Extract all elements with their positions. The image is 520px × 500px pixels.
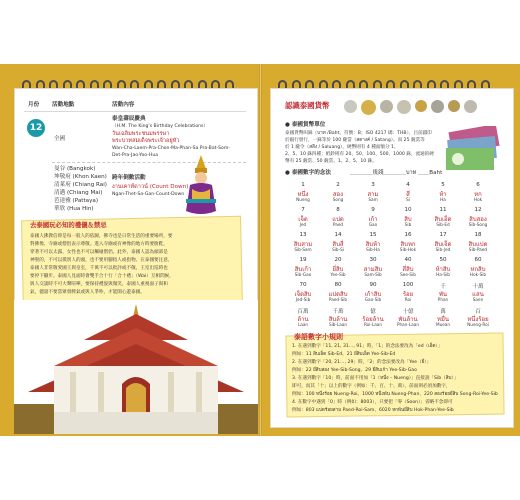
number-romanization: Jed-Sib xyxy=(295,297,311,302)
coin-icon xyxy=(361,100,376,115)
number-thai: ร้อย xyxy=(402,291,414,298)
number-romanization: Sam-Sib xyxy=(364,272,382,277)
rule-line: 即可，而其「十」以上的數字（例如：千、百、十、萬），前面則必須加數字， xyxy=(292,384,451,389)
number-thai: เจ็ดสิบ xyxy=(294,291,312,298)
number-thai: สิบสาม xyxy=(293,241,313,248)
number-value: 16 xyxy=(404,232,412,238)
number-value: 7 xyxy=(301,207,305,213)
header-month: 月份 xyxy=(28,102,40,108)
coin-icon xyxy=(344,100,357,113)
number-value: 1 xyxy=(301,182,305,188)
city-item: 芭達雅 (Pattaya) xyxy=(54,198,99,204)
number-thai: เก้าสิบ xyxy=(364,291,382,298)
number-thai: สิบเก้า xyxy=(294,266,312,273)
number-value: 80 xyxy=(334,282,342,288)
number-thai: สิบเอ็ด xyxy=(434,216,452,223)
number-thai: สิบสี่ xyxy=(332,241,344,248)
number-thai: หนึ่ง xyxy=(297,191,309,198)
etiquette-line: 泰國人佛教信仰是每一般人的依歸，佛寺也是日常生活的重要場所，要 xyxy=(30,234,173,239)
etiquette-line: 神聖的，不可以摸別人的頭，也不要用腳指人或指物。在泰國要注意， xyxy=(30,258,173,263)
number-romanization: Sib-Si xyxy=(332,247,344,252)
number-value: 90 xyxy=(369,282,377,288)
location-all: 全國 xyxy=(54,136,66,142)
temple-photo xyxy=(14,300,258,434)
number-value: 13 xyxy=(299,232,307,238)
number-romanization: Roi-Laan xyxy=(363,322,383,327)
number-thai: สิบสอง xyxy=(469,216,487,223)
number-value: 17 xyxy=(439,232,447,238)
number-thai: หก xyxy=(474,191,482,198)
number-thai: หนึ่งร้อย xyxy=(467,316,489,323)
number-thai: พัน xyxy=(438,291,448,298)
number-thai: ร้อยล้าน xyxy=(362,316,384,323)
number-romanization: Sib-Paed xyxy=(468,247,488,252)
number-thai: สิบหก xyxy=(400,241,416,248)
rule-line: 4. 在數字中遇到「0」時（例如：8003），只要把「零（Soon）」省略不念即可 xyxy=(292,400,453,405)
number-thai: สามสิบ xyxy=(363,266,383,273)
number-thai: สิบเจ็ด xyxy=(434,241,452,248)
number-value: 40 xyxy=(404,257,412,263)
number-thai: ล้าน xyxy=(297,316,309,323)
coin-icon xyxy=(431,100,444,113)
number-value: 19 xyxy=(299,257,307,263)
number-value: 百萬 xyxy=(297,309,309,315)
number-value: 9 xyxy=(371,207,375,213)
number-thai: สิบห้า xyxy=(365,241,381,248)
city-item: 坤敬府 (Khon Kaen) xyxy=(54,174,107,180)
number-value: 12 xyxy=(474,207,482,213)
number-thai: สิบล้าน xyxy=(328,316,348,323)
number-romanization: Ha xyxy=(440,197,446,202)
number-romanization: Sib-Ed xyxy=(436,222,450,227)
number-romanization: Sam xyxy=(368,197,378,202)
birthday-thai-2: พระบาทสมเด็จพระเจ้าอยู่หัว xyxy=(112,138,180,144)
etiquette-line: 穿著不可以太露、女性也不可以觸碰僧侶。此外，泰國人認為頭部是 xyxy=(30,250,168,255)
thai-dancer-illustration xyxy=(180,155,222,219)
birthday-english: （H.M. The King's Birthday Celebrations） xyxy=(112,124,209,129)
number-value: 50 xyxy=(439,257,447,263)
number-value: 30 xyxy=(369,257,377,263)
number-value: 100 xyxy=(402,282,414,288)
number-romanization: Sib-Song xyxy=(468,222,488,227)
number-value: 萬 xyxy=(440,309,446,315)
number-value: 十億 xyxy=(402,309,414,315)
rule-line: 3. 在遇到數字「10」時，前面不用加「1（หนึ่ง – Nueng）」直接說「Sib（สิบ）」 xyxy=(292,376,459,381)
coin-icon xyxy=(380,100,393,113)
number-romanization: Gao-Sib xyxy=(364,297,382,302)
number-romanization: Sib-Sam xyxy=(294,247,312,252)
number-value: 2 xyxy=(336,182,340,188)
number-value: 千萬 xyxy=(332,309,344,315)
number-romanization: Hok-Sib xyxy=(469,272,487,277)
number-thai: แปดสิบ xyxy=(328,291,348,298)
etiquette-line: 對佛像、寺廟或僧侶表示尊敬。進入寺廟或有神像的地方時要脫鞋， xyxy=(30,242,168,247)
number-romanization: Phan-Laan xyxy=(396,322,420,327)
header-divider xyxy=(24,111,246,112)
number-romanization: Yee-Sib xyxy=(330,272,346,277)
number-romanization: Paed-Sib xyxy=(328,297,348,302)
rule-line: 例如：100 หนึ่งร้อย Nueng-Roi、1000 หนึ่งพัน Nueng-Phan、220 สองร้อยยี่สิบ Song-Roi-Yee-Sib xyxy=(292,392,498,397)
number-value: 18 xyxy=(474,232,482,238)
birthday-thai-1: วันเฉลิมพระชนมพรรษา xyxy=(112,131,170,137)
currency-line: 幣有 25 薩當、50 薩當、1、2、5、10 銖。 xyxy=(285,159,377,164)
number-value: 4 xyxy=(406,182,410,188)
number-thai: หกสิบ xyxy=(470,266,486,273)
banknotes-image xyxy=(444,126,500,174)
number-romanization: Nueng-Roi xyxy=(467,322,489,327)
currency-line: 於 1 薩令（สลึง / Saluang），硬幣則有 4 種面額分 1、 xyxy=(285,145,399,150)
number-value: 十萬 xyxy=(472,284,484,290)
number-romanization: Muean xyxy=(435,322,451,327)
price-field: ＿＿＿＿幾錢＿＿＿＿บาท ＿＿Baht xyxy=(350,170,443,176)
number-value: 15 xyxy=(369,232,377,238)
rule-line: 2. 在遇到數字「20, 21…, 29」時，「2」的念法要改為「Yee（ยี่）」 xyxy=(292,360,432,365)
city-item: 清邁 (Chiang Mai) xyxy=(54,190,103,196)
number-romanization: Phan xyxy=(437,297,449,302)
countdown-title: 跨年倒數活動 xyxy=(112,175,146,181)
birthday-title: 泰皇壽辰慶典 xyxy=(112,116,146,122)
countdown-thai: งานเคาท์ดาวน์ (Count Down) xyxy=(112,184,189,190)
number-romanization: Laan xyxy=(297,322,309,327)
number-romanization: Ha-Sib xyxy=(436,272,450,277)
month-badge: 12 xyxy=(27,119,45,137)
number-romanization: Si xyxy=(406,197,410,202)
number-thai: สิบ xyxy=(404,216,412,223)
number-thai: เก้า xyxy=(368,216,378,223)
birthday-roman-2: Det-Pra-Jao-Yoo-Hua xyxy=(112,153,159,158)
rules-title: 泰語數字小規則 xyxy=(294,333,343,341)
price-label: ● 泰國數字的念法 xyxy=(285,170,331,176)
number-romanization: Sib xyxy=(404,222,412,227)
coin-icon xyxy=(448,100,460,112)
etiquette-title: 去泰國玩必知的禮儀＆禁忌 xyxy=(30,221,107,229)
rule-line: 例如：22 ยี่สิบสอง Yee-Sib-Song、29 ยี่สิบเก้า Yee-Sib-Gao xyxy=(292,368,417,373)
number-value: 百 xyxy=(475,309,481,315)
currency-line: 於銀行發行，一銖等於 100 薩當（สตางค์ / Satang）。而 25 薩當等 xyxy=(285,138,425,143)
etiquette-line: 與人交談時不可大聲喧嘩，要保持禮貌與微笑，泰國人重視面子與和 xyxy=(30,282,168,287)
number-thai: สาม xyxy=(367,191,379,198)
city-item: 清萊府 (Chiang Rai) xyxy=(54,182,107,188)
number-thai: ยี่สิบ xyxy=(332,266,344,273)
number-thai: สิบแปด xyxy=(468,241,488,248)
number-thai: สอง xyxy=(332,191,344,198)
number-romanization: Sib-Hok xyxy=(399,247,417,252)
currency-subtitle: ● 泰國貨幣單位 xyxy=(285,122,326,128)
number-value: 10 xyxy=(404,207,412,213)
currency-title: 認識泰國貨幣 xyxy=(285,101,330,110)
rule-line: 例如：803 แปดร้อยสาม Paed-Roi-Sam、6020 หกพันยี่สิบ Hok-Phan-Yee-Sib xyxy=(292,408,454,413)
number-romanization: Roi xyxy=(404,297,412,302)
number-value: 億 xyxy=(370,309,376,315)
number-thai: ห้าสิบ xyxy=(435,266,451,273)
city-item: 華欣 (Hua Hin) xyxy=(54,206,94,212)
number-romanization: Sib-Jed xyxy=(435,247,451,252)
number-thai: สี่ xyxy=(406,191,410,198)
coin-icon xyxy=(415,100,427,112)
etiquette-line: 泰國人非常敬愛國王與皇室，千萬不可以批評或不敬。王室出巡時也 xyxy=(30,266,168,271)
rule-line: 例如：11 สิบเอ็ด Sib-Ed、21 ยี่สิบเอ็ด Yee-Sib-Ed xyxy=(292,352,396,357)
number-value: 3 xyxy=(371,182,375,188)
number-romanization: Paed xyxy=(332,222,344,227)
number-thai: พันล้าน xyxy=(398,316,418,323)
etiquette-line: 氣，儘量不要當眾發脾氣或與人爭吵，才能開心遊泰國。 xyxy=(30,290,145,295)
number-value: 千 xyxy=(440,284,446,290)
number-value: 70 xyxy=(299,282,307,288)
number-value: 8 xyxy=(336,207,340,213)
header-location: 活動地點 xyxy=(52,102,75,108)
number-value: 14 xyxy=(334,232,342,238)
number-value: 5 xyxy=(441,182,445,188)
number-romanization: Saen xyxy=(472,297,484,302)
number-value: 60 xyxy=(474,257,482,263)
number-value: 20 xyxy=(334,257,342,263)
number-thai: แสน xyxy=(472,291,484,298)
currency-line: 2、5、10 銖四種；紙鈔則有 20、50、100、500、1000 銖，流通的硬 xyxy=(285,152,434,157)
number-romanization: Nueng xyxy=(296,197,310,202)
countdown-roman: Ngan-Thet-Sa-Gan-Count-Down xyxy=(112,192,185,197)
number-romanization: Hok xyxy=(473,197,483,202)
header-activity: 活動內容 xyxy=(112,102,135,108)
number-value: 6 xyxy=(476,182,480,188)
birthday-roman-1: Wan-Cha-Laem-Pra-Chon-Ma-Phan-Sa Pra-Bat-Som- xyxy=(112,146,230,151)
number-thai: แปด xyxy=(332,216,344,223)
number-romanization: Sib-Ha xyxy=(366,247,380,252)
number-romanization: Sib-Gao xyxy=(294,272,312,277)
number-thai: เจ็ด xyxy=(298,216,308,223)
number-romanization: See-Sib xyxy=(400,272,416,277)
number-value: 11 xyxy=(439,207,447,213)
number-thai: หมื่น xyxy=(436,316,449,323)
rule-line: 1. 在遇到數字「11, 21, 31…, 91」時，「1」的念法要改為「ed（เอ็ด）」 xyxy=(292,344,443,349)
number-romanization: Gao xyxy=(368,222,378,227)
number-romanization: Song xyxy=(332,197,344,202)
number-thai: ห้า xyxy=(439,191,447,198)
currency-line: 泰國貨幣叫銖（บาท /Baht，符號：B；ISO 4217 碼：THB），目前鑄印 xyxy=(285,131,432,136)
city-item: 曼谷 (Bangkok) xyxy=(54,166,96,172)
coin-icon xyxy=(397,100,411,114)
number-thai: สี่สิบ xyxy=(402,266,414,273)
number-romanization: Jed xyxy=(299,222,307,227)
number-romanization: Sib-Laan xyxy=(328,322,348,327)
etiquette-line: 要停下腳步。泰國人見面時會雙手合十行「合十禮」（Wai）互相問候， xyxy=(30,274,174,279)
coin-icon xyxy=(464,100,477,113)
